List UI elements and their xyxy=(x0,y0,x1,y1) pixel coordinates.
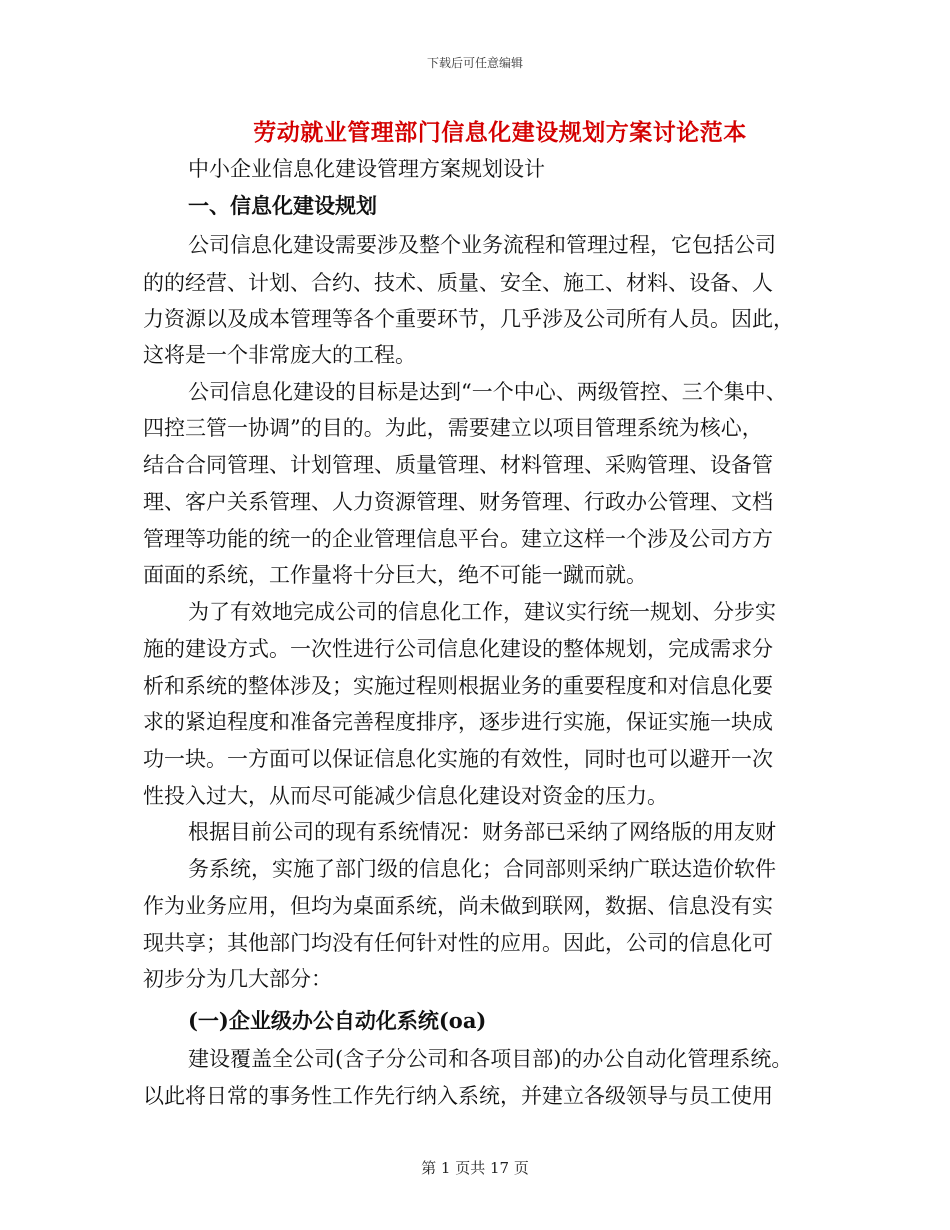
paragraph-line: 面面的系统，工作量将十分巨大，绝不可能一蹴而就。 xyxy=(143,563,647,587)
paragraph-line: 以此将日常的事务性工作先行纳入系统，并建立各级领导与员工使用 xyxy=(143,1084,773,1108)
subsection-heading: (一)企业级办公自动化系统(oa) xyxy=(188,1008,487,1033)
paragraph-line: 析和系统的整体涉及；实施过程则根据业务的重要程度和对信息化要 xyxy=(143,674,773,698)
paragraph-line: 作为业务应用，但均为桌面系统，尚未做到联网，数据、信息没有实 xyxy=(143,894,773,918)
paragraph-line: 公司信息化建设需要涉及整个业务流程和管理过程，它包括公司 xyxy=(188,233,776,257)
paragraph-line: 结合合同管理、计划管理、质量管理、材料管理、采购管理、设备管 xyxy=(143,453,773,477)
paragraph-line: 求的紧迫程度和准备完善程度排序，逐步进行实施，保证实施一块成 xyxy=(143,710,773,734)
paragraph-line: 务系统，实施了部门级的信息化；合同部则采纳广联达造价软件 xyxy=(188,857,776,881)
document-subtitle: 中小企业信息化建设管理方案规划设计 xyxy=(188,157,545,181)
paragraph-line: 为了有效地完成公司的信息化工作，建议实行统一规划、分步实 xyxy=(188,600,776,624)
paragraph-line: 理、客户关系管理、人力资源管理、财务管理、行政办公管理、文档 xyxy=(143,490,773,514)
paragraph-line: 四控三管一协调”的目的。为此，需要建立以项目管理系统为核心， xyxy=(143,416,763,440)
section-heading: 一、信息化建设规划 xyxy=(188,193,377,218)
paragraph-line: 性投入过大，从而尽可能减少信息化建设对资金的压力。 xyxy=(143,784,668,808)
paragraph-line: 公司信息化建设的目标是达到“一个中心、两级管控、三个集中、 xyxy=(188,380,787,404)
header-note: 下载后可任意编辑 xyxy=(426,56,523,70)
paragraph-line: 施的建设方式。一次性进行公司信息化建设的整体规划，完成需求分 xyxy=(143,637,773,661)
paragraph-line: 根据目前公司的现有系统情况：财务部已采纳了网络版的用友财 xyxy=(188,820,776,844)
paragraph-line: 初步分为几大部分： xyxy=(143,967,332,991)
page-number-footer: 第 1 页共 17 页 xyxy=(421,1159,529,1177)
document-title: 劳动就业管理部门信息化建设规划方案讨论范本 xyxy=(253,119,747,146)
paragraph-line: 建设覆盖全公司(含子分公司和各项目部)的办公自动化管理系统。 xyxy=(188,1047,793,1071)
paragraph-line: 力资源以及成本管理等各个重要环节，几乎涉及公司所有人员。因此， xyxy=(143,307,794,331)
paragraph-line: 的的经营、计划、合约、技术、质量、安全、施工、材料、设备、人 xyxy=(143,271,773,295)
paragraph-line: 这将是一个非常庞大的工程。 xyxy=(143,343,416,367)
paragraph-line: 现共享；其他部门均没有任何针对性的应用。因此，公司的信息化可 xyxy=(143,931,773,955)
paragraph-line: 功一块。一方面可以保证信息化实施的有效性，同时也可以避开一次 xyxy=(143,747,773,771)
paragraph-line: 管理等功能的统一的企业管理信息平台。建立这样一个涉及公司方方 xyxy=(143,527,773,551)
